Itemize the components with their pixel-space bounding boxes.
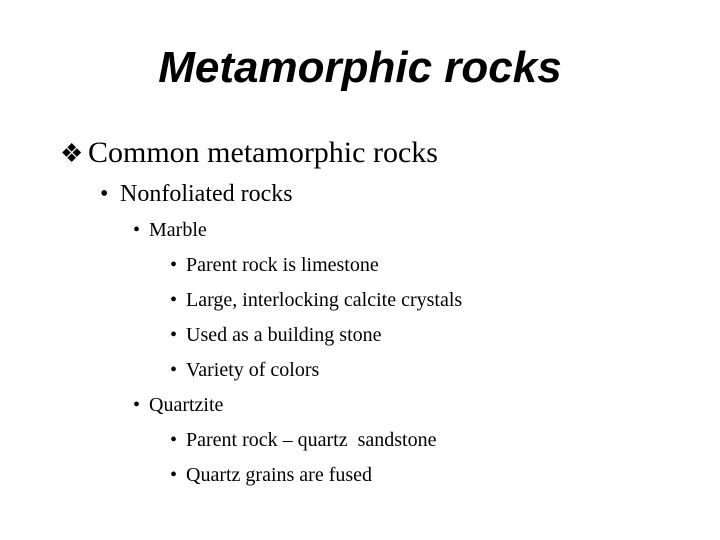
level4-bullet <box>170 426 436 454</box>
level4-bullet <box>170 286 462 314</box>
item-detail: Large, interlocking calcite crystals <box>186 289 463 311</box>
bullet-dot-icon: • <box>170 289 178 311</box>
level3-bullet-quartzite <box>133 391 223 419</box>
bullet-dot-icon: • <box>170 429 178 451</box>
diamond-bullet-icon: ❖ <box>60 139 84 168</box>
level4-bullet <box>170 321 382 349</box>
slide-title: Metamorphic rocks <box>158 43 562 92</box>
item-label: Quartzite <box>149 394 224 416</box>
item-label: Marble <box>149 219 207 241</box>
level4-bullet <box>170 356 319 384</box>
item-detail: Used as a building stone <box>186 324 382 346</box>
bullet-dot-icon: • <box>170 324 178 346</box>
heading-text: Common metamorphic rocks <box>88 136 438 169</box>
bullet-dot-icon: • <box>170 359 178 381</box>
level2-bullet <box>100 178 293 210</box>
subheading-text: Nonfoliated rocks <box>120 181 293 207</box>
level3-bullet-marble <box>133 216 207 244</box>
item-detail: Quartz grains are fused <box>186 464 373 486</box>
level4-bullet <box>170 251 379 279</box>
bullet-dot-icon: • <box>170 254 178 276</box>
bullet-dot-icon: • <box>100 181 109 207</box>
bullet-dot-icon: • <box>170 464 178 486</box>
level4-bullet <box>170 461 372 489</box>
bullet-dot-icon: • <box>133 219 141 241</box>
level1-bullet <box>60 133 438 174</box>
item-detail: Parent rock is limestone <box>186 254 379 276</box>
item-detail: Parent rock – quartz sandstone <box>186 429 437 451</box>
item-detail: Variety of colors <box>186 359 320 381</box>
bullet-dot-icon: • <box>133 394 141 416</box>
